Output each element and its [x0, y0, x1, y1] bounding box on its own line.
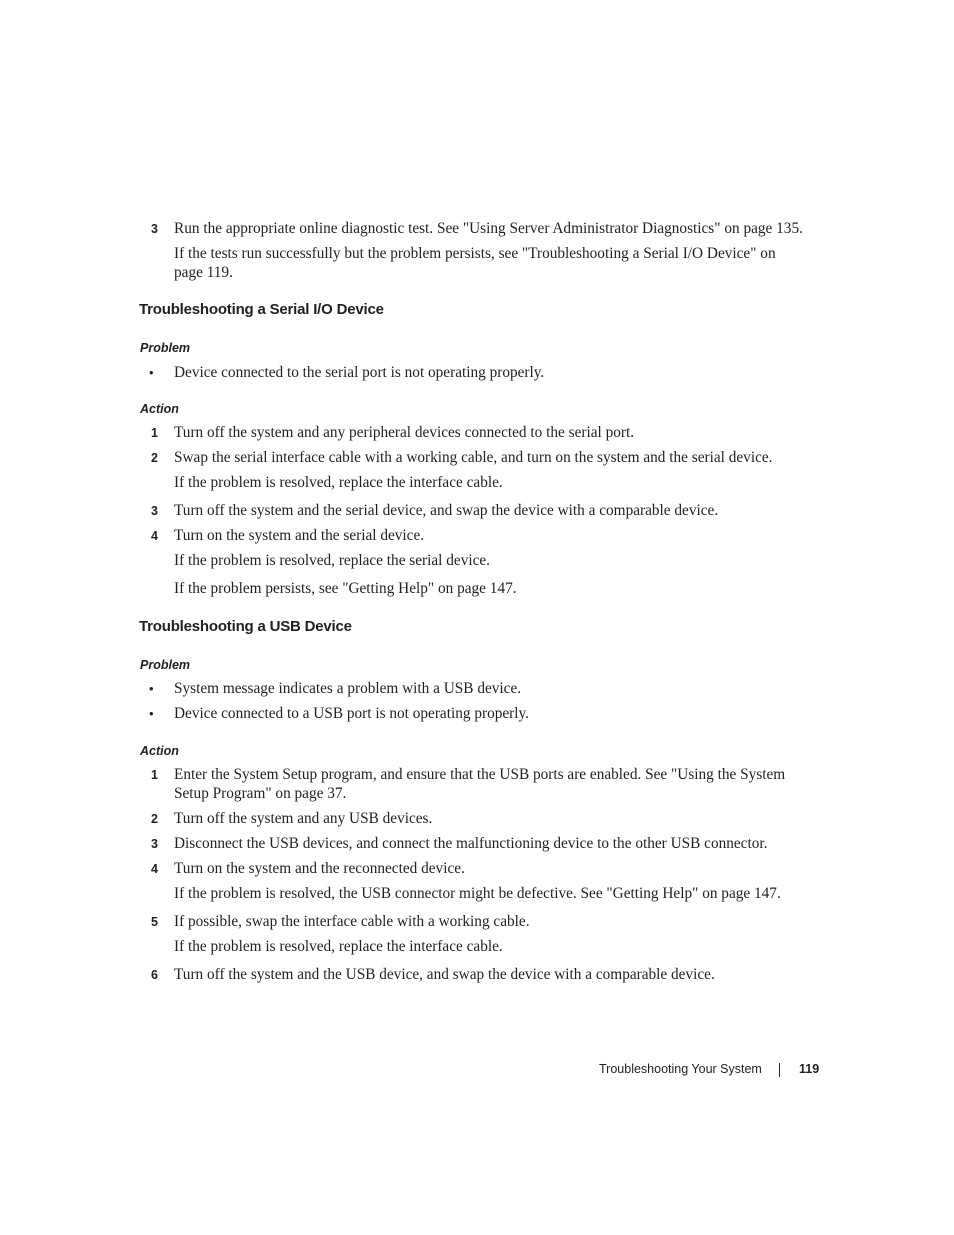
action-label: Action — [140, 402, 179, 416]
step-text: Turn on the system and the reconnected device. — [174, 860, 465, 877]
step-number: 2 — [151, 812, 158, 826]
step-number: 4 — [151, 529, 158, 543]
step-note: If the tests run successfully but the problem persists, see "Troubleshooting a Serial I/O Device" on page 119. — [174, 245, 776, 281]
problem-label: Problem — [140, 341, 191, 355]
step-number: 3 — [151, 837, 158, 851]
problem-label: Problem — [140, 658, 191, 672]
step-text: Turn on the system and the serial device. — [174, 527, 425, 544]
step-text: Turn off the system and any peripheral devices connected to the serial port. — [174, 424, 635, 441]
step-number: 4 — [151, 862, 158, 876]
footer-separator — [779, 1063, 780, 1077]
footer-chapter-title: Troubleshooting Your System — [599, 1062, 762, 1076]
step-text: Swap the serial interface cable with a working cable, and turn on the system and the serial device. — [174, 449, 773, 466]
problem-item: Device connected to the serial port is not operating properly. — [174, 364, 545, 381]
step-note: If the problem is resolved, the USB connector might be defective. See "Getting Help" on page 147. — [174, 885, 781, 902]
action-label: Action — [140, 744, 179, 758]
step-number: 3 — [151, 222, 158, 236]
step-text: Enter the System Setup program, and ensure that the USB ports are enabled. See "Using the System Setup Program" on page 37. — [174, 766, 786, 802]
step-text: Turn off the system and any USB devices. — [174, 810, 433, 827]
step-text: Turn off the system and the USB device, and swap the device with a comparable device. — [174, 966, 715, 983]
step-note: If the problem is resolved, replace the interface cable. — [174, 474, 503, 491]
step-text: If possible, swap the interface cable with a working cable. — [174, 913, 530, 930]
problem-item: System message indicates a problem with a USB device. — [174, 680, 522, 697]
step-note: If the problem is resolved, replace the interface cable. — [174, 938, 503, 955]
step-text: Turn off the system and the serial device, and swap the device with a comparable device. — [174, 502, 719, 519]
step-number: 3 — [151, 504, 158, 518]
problem-item: Device connected to a USB port is not operating properly. — [174, 705, 529, 722]
step-note: If the problem persists, see "Getting Help" on page 147. — [174, 580, 517, 597]
bullet-icon: • — [149, 681, 154, 696]
step-number: 5 — [151, 915, 158, 929]
step-number: 2 — [151, 451, 158, 465]
bullet-icon: • — [149, 365, 154, 380]
step-number: 1 — [151, 768, 158, 782]
bullet-icon: • — [149, 706, 154, 721]
page-number: 119 — [799, 1062, 820, 1076]
section-heading-usb: Troubleshooting a USB Device — [139, 618, 352, 635]
step-text: Disconnect the USB devices, and connect the malfunctioning device to the other USB connector. — [174, 835, 768, 852]
step-number: 6 — [151, 968, 158, 982]
step-text: Run the appropriate online diagnostic test. See "Using Server Administrator Diagnostics" on page 135. — [174, 220, 803, 237]
step-note: If the problem is resolved, replace the serial device. — [174, 552, 490, 569]
step-number: 1 — [151, 426, 158, 440]
section-heading-serial: Troubleshooting a Serial I/O Device — [139, 301, 384, 318]
